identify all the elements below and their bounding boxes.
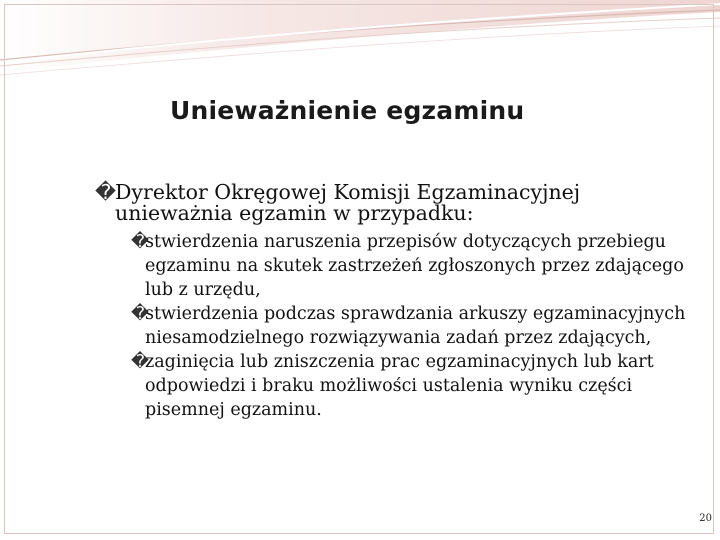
bullet-icon: � bbox=[131, 352, 149, 372]
sub-bullet-list bbox=[95, 230, 700, 422]
slide-title: Unieważnienie egzaminu bbox=[170, 96, 525, 125]
main-bullet-point bbox=[95, 182, 700, 224]
slide-content bbox=[95, 182, 700, 422]
bullet-icon: � bbox=[131, 304, 149, 324]
sub-bullet-text: stwierdzenia naruszenia przepisów dotyczących przebiegu egzaminu na skutek zastrzeżeń zgłoszonych przez zdającego lub z urzędu, bbox=[145, 232, 684, 300]
sub-bullet-item bbox=[131, 302, 700, 350]
sub-bullet-item bbox=[131, 350, 700, 422]
sub-bullet-text: stwierdzenia podczas sprawdzania arkuszy egzaminacyjnych niesamodzielnego rozwiązywania zadań przez zdających, bbox=[145, 304, 686, 348]
main-bullet-text: Dyrektor Okręgowej Komisji Egzaminacyjnej unieważnia egzamin w przypadku: bbox=[115, 180, 581, 225]
sub-bullet-item bbox=[131, 230, 700, 302]
bullet-icon: � bbox=[95, 180, 117, 204]
page-number: 20 bbox=[699, 513, 712, 524]
bullet-icon: � bbox=[131, 232, 149, 252]
sub-bullet-text: zaginięcia lub zniszczenia prac egzaminacyjnych lub kart odpowiedzi i braku możliwości ustalenia wyniku części pisemnej egzaminu. bbox=[145, 352, 654, 420]
